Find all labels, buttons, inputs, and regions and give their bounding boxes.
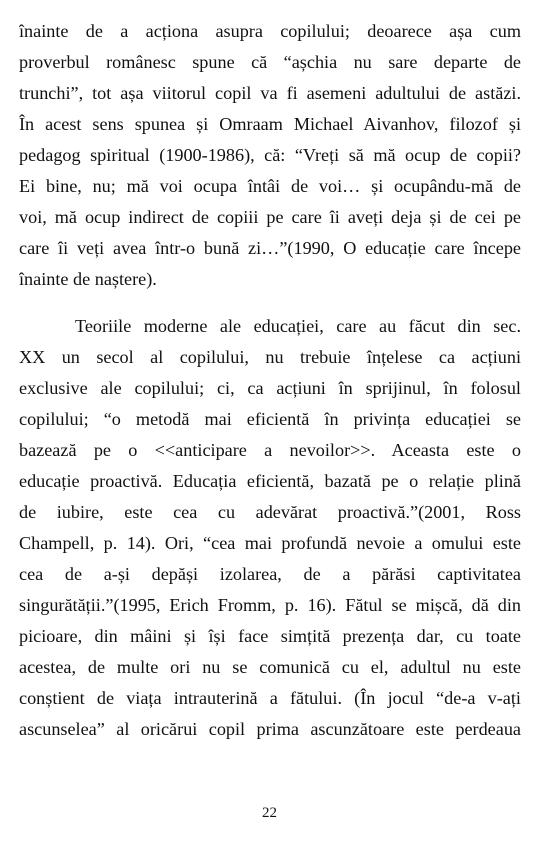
text-line: trunchi”, tot așa viitorul copil va fi asemeni adultului de astăzi. bbox=[19, 83, 521, 103]
page-body bbox=[19, 16, 521, 745]
text-line: XX un secol al copilului, nu trebuie înțelese ca acțiuni bbox=[19, 347, 521, 367]
text-line: acestea, de multe ori nu se comunică cu el, adultul nu este bbox=[19, 657, 521, 677]
text-line: voi, mă ocup indirect de copiii pe care îi aveți deja și de cei pe bbox=[19, 207, 521, 227]
text-line: care îi veți avea într-o bună zi…”(1990, O educație care începe bbox=[19, 238, 521, 258]
text-line: conștient de viața intrauterină a fătului. (În jocul “de-a v-ați bbox=[19, 688, 521, 708]
text-line: cea de a-și depăși izolarea, de a părăsi captivitatea bbox=[19, 564, 521, 584]
text-line: ascunselea” al oricărui copil prima ascunzătoare este perdeaua bbox=[19, 719, 521, 739]
paragraph-spacer bbox=[19, 295, 521, 311]
text-line: proverbul românesc spune că “așchia nu sare departe de bbox=[19, 52, 521, 72]
page-number: 22 bbox=[262, 805, 277, 821]
text-line: Teoriile moderne ale educației, care au făcut din sec. bbox=[75, 316, 521, 336]
text-line: picioare, din mâini și își face simțită prezența dar, cu toate bbox=[19, 626, 521, 646]
text-line: copilului; “o metodă mai eficientă în privința educației se bbox=[19, 409, 521, 429]
text-line: singurătății.”(1995, Erich Fromm, p. 16). Fătul se mișcă, dă din bbox=[19, 595, 521, 615]
text-line: În acest sens spunea și Omraam Michael Aivanhov, filozof și bbox=[19, 114, 521, 134]
text-line: educație proactivă. Educația eficientă, bazată pe o relație plină bbox=[19, 471, 521, 491]
paragraph-2 bbox=[19, 311, 521, 745]
text-line: de iubire, este cea cu adevărat proactivă.”(2001, Ross bbox=[19, 502, 521, 522]
text-line: înainte de naștere). bbox=[19, 269, 157, 289]
text-line: Champell, p. 14). Ori, “cea mai profundă nevoie a omului este bbox=[19, 533, 521, 553]
text-line: pedagog spiritual (1900-1986), că: “Vreți să mă ocup de copii? bbox=[19, 145, 521, 165]
paragraph-1 bbox=[19, 16, 521, 295]
text-line: înainte de a acționa asupra copilului; deoarece așa cum bbox=[19, 21, 521, 41]
text-line: exclusive ale copilului; ci, ca acțiuni în sprijinul, în folosul bbox=[19, 378, 521, 398]
text-line: bazează pe o <<anticipare a nevoilor>>. Aceasta este o bbox=[19, 440, 521, 460]
text-line: Ei bine, nu; mă voi ocupa întâi de voi… și ocupându-mă de bbox=[19, 176, 521, 196]
